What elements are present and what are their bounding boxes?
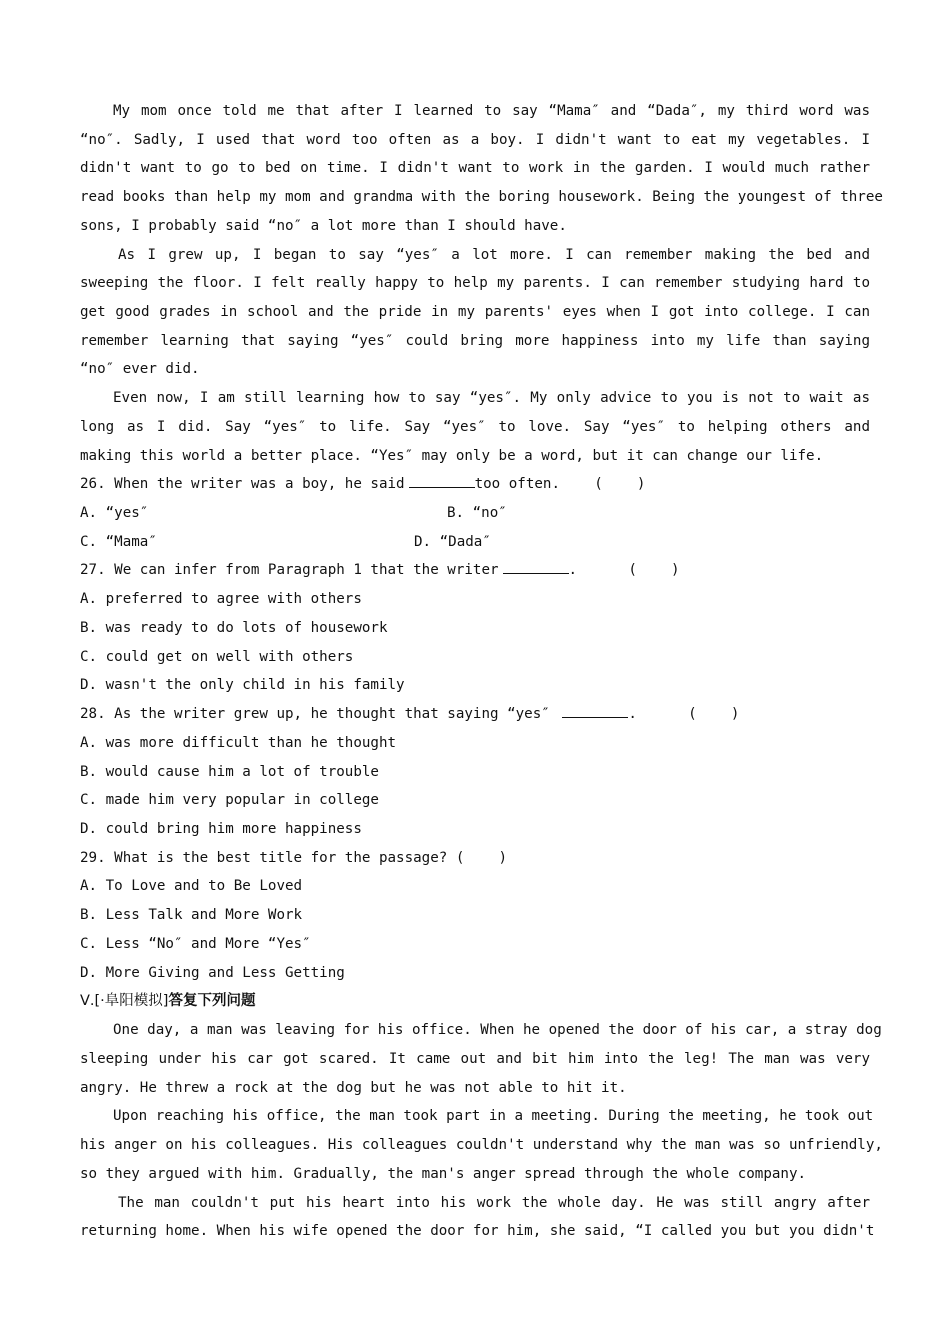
question-28: 28. As the writer grew up, he thought that saying “yes″ . ( ) bbox=[80, 706, 740, 722]
passage-2-line: get good grades in school and the pride in my parents' eyes when I got into college. I can bbox=[80, 304, 870, 320]
section-number: Ⅴ.[·阜阳模拟] bbox=[80, 993, 169, 1009]
option-a: A. “yes″ bbox=[80, 505, 149, 521]
option-c: C. “Mama″ bbox=[80, 534, 157, 550]
option-c: C. could get on well with others bbox=[80, 649, 354, 665]
section-title: 答复下列问题 bbox=[168, 993, 256, 1009]
question-29-stem: 29. What is the best title for the passage? ( ) bbox=[80, 850, 508, 866]
passage-2-line: As I grew up, I began to say “yes″ a lot more. I can remember making the bed and bbox=[118, 247, 870, 263]
answer-blank bbox=[562, 704, 628, 718]
option-b: B. Less Talk and More Work bbox=[80, 907, 303, 923]
passage-1-line: “no″. Sadly, I used that word too often as a boy. I didn't want to eat my vegetables. I bbox=[80, 132, 870, 148]
passage-2-line: remember learning that saying “yes″ could bring more happiness into my life than saying bbox=[80, 333, 870, 349]
passage-2-line: sweeping the floor. I felt really happy to help my parents. I can remember studying hard to bbox=[80, 275, 870, 291]
option-b: B. “no″ bbox=[447, 505, 507, 521]
option-a: A. preferred to agree with others bbox=[80, 591, 362, 607]
section-heading bbox=[80, 991, 870, 1011]
answer-parenthesis: ( ) bbox=[688, 706, 740, 722]
option-a: A. was more difficult than he thought bbox=[80, 735, 397, 751]
option-d: D. More Giving and Less Getting bbox=[80, 965, 345, 981]
option-d: D. “Dada″ bbox=[414, 534, 491, 550]
option-a: A. To Love and to Be Loved bbox=[80, 878, 303, 894]
passage-5-line: so they argued with him. Gradually, the man's anger spread through the whole company. bbox=[80, 1166, 807, 1182]
passage-3-line: making this world a better place. “Yes″ may only be a word, but it can change our life. bbox=[80, 448, 824, 464]
passage-5-line: Upon reaching his office, the man took part in a meeting. During the meeting, he took out bbox=[113, 1108, 874, 1124]
passage-2-line: “no″ ever did. bbox=[80, 361, 200, 377]
answer-parenthesis: ( ) bbox=[628, 562, 680, 578]
passage-4-line: One day, a man was leaving for his office. When he opened the door of his car, a stray dog bbox=[113, 1022, 882, 1038]
passage-1-line: sons, I probably said “no″ a lot more than I should have. bbox=[80, 218, 567, 234]
question-26-stem: 26. When the writer was a boy, he said bbox=[80, 476, 405, 492]
question-26: 26. When the writer was a boy, he said too often. ( ) bbox=[80, 476, 646, 492]
passage-4-line: angry. He threw a rock at the dog but he was not able to hit it. bbox=[80, 1080, 627, 1096]
answer-blank bbox=[503, 560, 569, 574]
option-b: B. was ready to do lots of housework bbox=[80, 620, 388, 636]
question-27-stem: 27. We can infer from Paragraph 1 that the writer bbox=[80, 562, 499, 578]
question-27: 27. We can infer from Paragraph 1 that the writer . ( ) bbox=[80, 562, 680, 578]
option-c: C. Less “No″ and More “Yes″ bbox=[80, 936, 311, 952]
passage-6-line: returning home. When his wife opened the door for him, she said, “I called you but you didn't bbox=[80, 1223, 875, 1239]
answer-blank bbox=[409, 474, 475, 488]
passage-3-line: Even now, I am still learning how to say “yes″. My only advice to you is not to wait as bbox=[113, 390, 870, 406]
answer-parenthesis: ( ) bbox=[594, 476, 646, 492]
passage-1-line: didn't want to go to bed on time. I didn't want to work in the garden. I would much rather bbox=[80, 160, 870, 176]
passage-1-line: read books than help my mom and grandma with the boring housework. Being the youngest of three bbox=[80, 189, 883, 205]
passage-6-line: The man couldn't put his heart into his work the whole day. He was still angry after bbox=[118, 1195, 870, 1211]
question-28-stem: 28. As the writer grew up, he thought that saying “yes″ bbox=[80, 706, 550, 722]
option-b: B. would cause him a lot of trouble bbox=[80, 764, 379, 780]
passage-3-line: long as I did. Say “yes″ to life. Say “yes″ to love. Say “yes″ to helping others and bbox=[80, 419, 870, 435]
option-d: D. could bring him more happiness bbox=[80, 821, 362, 837]
option-d: D. wasn't the only child in his family bbox=[80, 677, 405, 693]
passage-5-line: his anger on his colleagues. His colleagues couldn't understand why the man was so unfriendly, bbox=[80, 1137, 883, 1153]
passage-4-line: sleeping under his car got scared. It came out and bit him into the leg! The man was very bbox=[80, 1051, 870, 1067]
option-c: C. made him very popular in college bbox=[80, 792, 379, 808]
passage-1-line: My mom once told me that after I learned to say “Mama″ and “Dada″, my third word was bbox=[113, 103, 870, 119]
